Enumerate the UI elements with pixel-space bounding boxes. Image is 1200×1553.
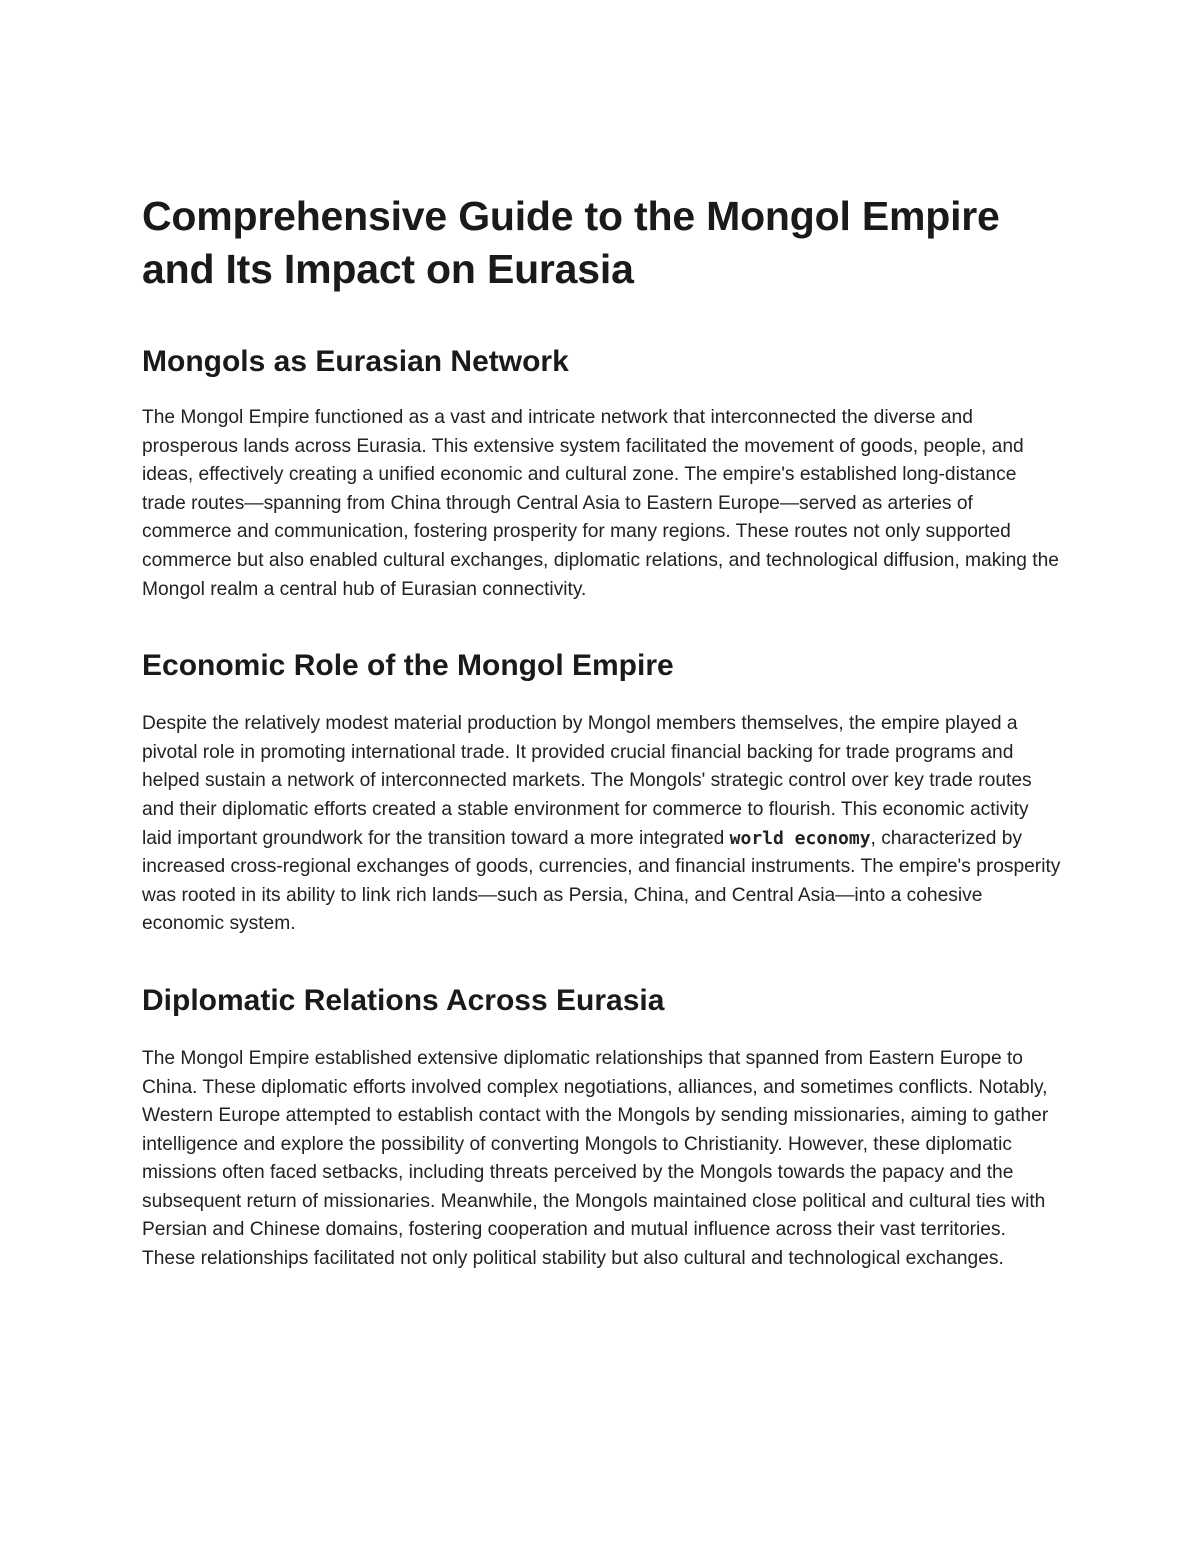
- section-heading: Mongols as Eurasian Network: [142, 345, 569, 378]
- section-heading: Diplomatic Relations Across Eurasia: [142, 983, 665, 1017]
- body-text: Despite the relatively modest material production by Mongol members themselves, the empire played a pivotal role in promoting international trade. It provided crucial financial backing for trade programs and helped sustain a network of interconnected markets. The Mongols' strategic control over key trade routes and their diplomatic efforts created a stable environment for commerce to flourish. This economic activity laid important groundwork for the transition toward a more integrated: [142, 713, 1032, 849]
- document-page: [142, 190, 1062, 1274]
- section-body: The Mongol Empire established extensive diplomatic relationships that spanned from Eastern Europe to China. These diplomatic efforts involved complex negotiations, alliances, and sometimes conflicts. Notably, Western Europe attempted to establish contact with the Mongols by sending missionaries, aiming to gather intelligence and explore the possibility of converting Mongols to Christianity. However, these diplomatic missions often faced setbacks, including threats perceived by the Mongols towards the papacy and the subsequent return of missionaries. Meanwhile, the Mongols maintained close political and cultural ties with Persian and Chinese domains, fostering cooperation and mutual influence across their vast territories. These relationships facilitated not only political stability but also cultural and technological exchanges.: [142, 1047, 1049, 1270]
- emphasis-text: world economy: [729, 827, 871, 849]
- section-body: The Mongol Empire functioned as a vast and intricate network that interconnected the diverse and prosperous lands across Eurasia. This extensive system facilitated the movement of goods, people, and ideas, effectively creating a unified economic and cultural zone. The empire's established long-distance trade routes—spanning from China through Central Asia to Eastern Europe—served as arteries of commerce and communication, fostering prosperity for many regions. These routes not only supported commerce but also enabled cultural exchanges, diplomatic relations, and technological diffusion, making the Mongol realm a central hub of Eurasian connectivity.: [142, 407, 1059, 600]
- section-body: [142, 710, 1062, 939]
- section-eurasian-network: [142, 344, 1062, 604]
- body-text: , characterized by increased cross-regional exchanges of goods, currencies, and financial instruments. The empire's prosperity was rooted in its ability to link rich lands—such as Persia, China, and Central Asia—into a cohesive economic system.: [142, 827, 1061, 935]
- document-title: Comprehensive Guide to the Mongol Empire and Its Impact on Eurasia: [142, 193, 1000, 292]
- section-heading: Economic Role of the Mongol Empire: [142, 649, 674, 683]
- section-economic-role: [142, 648, 1062, 939]
- section-diplomatic-relations: [142, 983, 1062, 1274]
